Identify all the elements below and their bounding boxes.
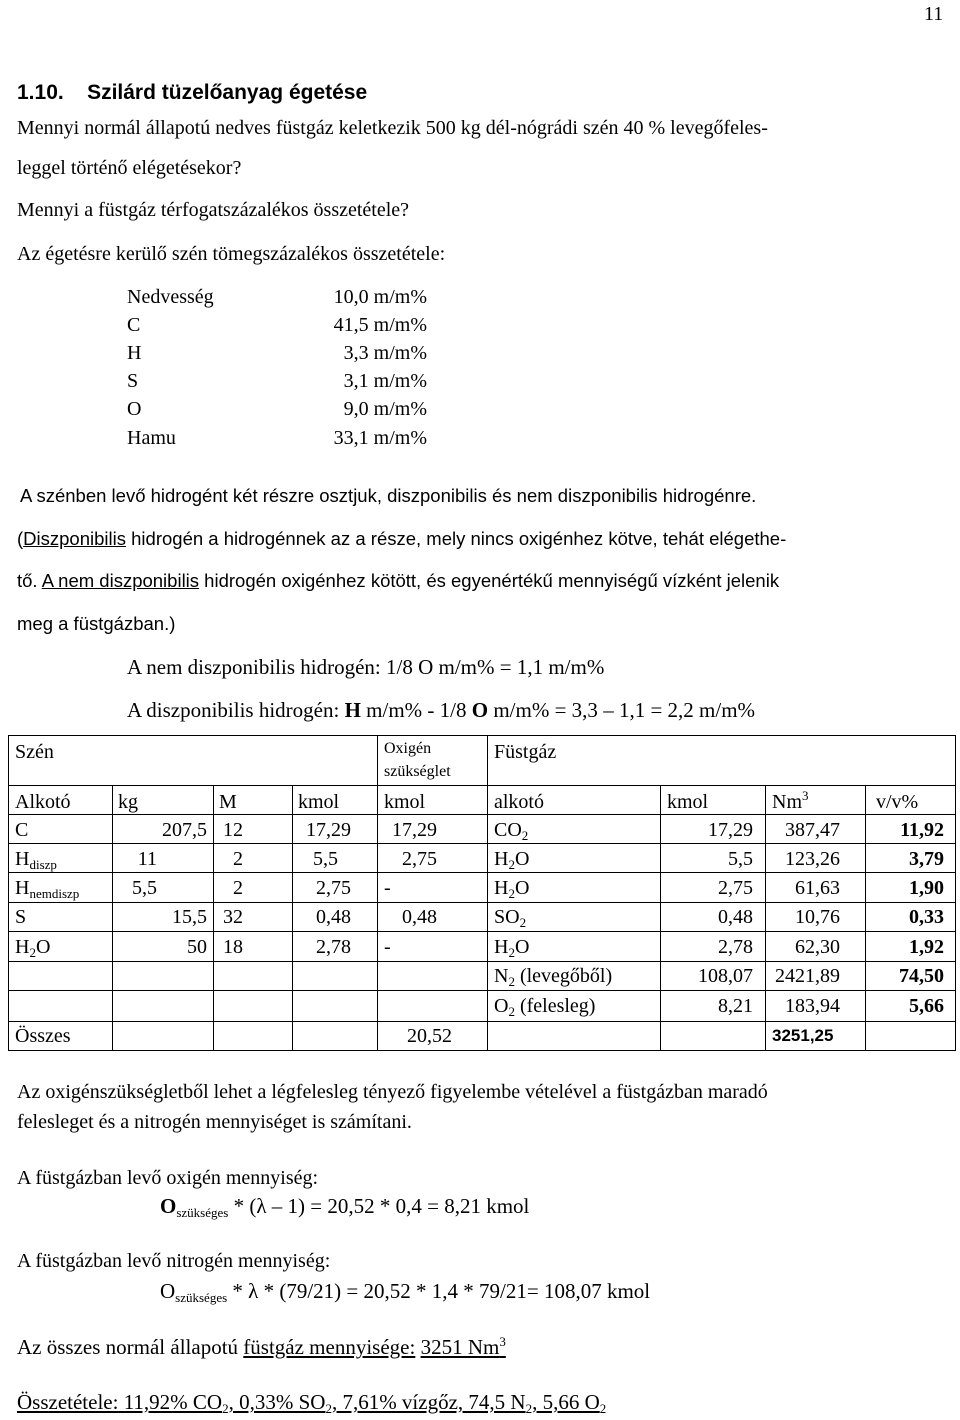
subscript: 2 [519, 915, 527, 930]
table-row-line [8, 902, 956, 903]
row-m: 2 [233, 877, 243, 899]
row-kg: 15,5 [172, 906, 207, 928]
row-kmol: 5,5 [313, 848, 338, 870]
total-value-sup: 3 [499, 1334, 506, 1349]
row-alkoto [15, 905, 26, 929]
subscript: 2 [508, 857, 515, 872]
row-m: 18 [223, 936, 243, 958]
row-nm3: 62,30 [795, 936, 840, 958]
row-alkoto [15, 818, 28, 842]
row-vv: 11,92 [900, 819, 944, 841]
row-nm3: 183,94 [785, 995, 840, 1017]
composition-item-name: O [127, 398, 142, 420]
table-row-line [8, 990, 956, 991]
total-flue-gas [17, 1334, 506, 1360]
paren-open: ( [17, 528, 24, 549]
header-fust-kmol: kmol [667, 791, 709, 813]
comp-part: , 7,61% vízgőz, 74,5 N [331, 1390, 526, 1414]
composition-item-value: 10,0 m/m% [333, 286, 427, 308]
row-oxigen: 0,48 [402, 906, 437, 928]
total-value [421, 1335, 506, 1359]
row-kg: 50 [187, 936, 207, 958]
header-m: M [219, 791, 237, 813]
comp-sub: 2 [599, 1401, 607, 1416]
row-kmol: 2,75 [316, 877, 351, 899]
formula-part: N [494, 965, 509, 987]
question-line-3: Mennyi a füstgáz térfogatszázalékos összetétele? [17, 199, 410, 221]
header-fust-alkoto: alkotó [494, 791, 544, 813]
formula-part: H [15, 936, 30, 958]
row-fust-alkoto [494, 905, 526, 929]
row-fust-kmol: 0,48 [718, 906, 753, 928]
page-number: 11 [924, 3, 944, 25]
total-oxigen: 20,52 [407, 1025, 452, 1047]
nitrogen-title: A füstgázban levő nitrogén mennyiség: [17, 1250, 331, 1272]
subscript: 2 [508, 886, 515, 901]
composition-item-value: 3,3 m/m% [343, 342, 427, 364]
explanation-text: hidrogén a hidrogénnek az a része, mely nincs oxigénhez kötve, tehát elégethe- [126, 528, 787, 549]
row-kg: 5,5 [132, 877, 157, 899]
composition-item-name: S [127, 370, 139, 392]
question-line-1: Mennyi normál állapotú nedves füstgáz keletkezik 500 kg dél-nógrádi szén 40 % levegőfeles- [17, 117, 768, 139]
table-row-line [8, 872, 956, 873]
row-nm3: 123,26 [785, 848, 840, 870]
composition-item-value: 9,0 m/m% [343, 398, 427, 420]
nitrogen-equation [160, 1278, 650, 1304]
subscript: diszp [29, 857, 57, 872]
note-line-2: felesleget és a nitrogén mennyiséget is számítani. [17, 1111, 412, 1133]
header-vv: v/v% [876, 791, 919, 813]
composition-item-name: Hamu [127, 427, 176, 449]
header-oxigen-kmol: kmol [384, 791, 426, 813]
group-oxigen-2: szükséglet [384, 763, 451, 780]
equation-nem-diszponibilis: A nem diszponibilis hidrogén: 1/8 O m/m% = 1,1 m/m% [127, 655, 605, 679]
row-nm3: 61,63 [795, 877, 840, 899]
row-oxigen: - [384, 877, 391, 899]
row-kmol: 2,78 [316, 936, 351, 958]
table-row-line [8, 961, 956, 962]
header-nm: Nm [772, 791, 802, 813]
subscript: nemdiszp [29, 886, 80, 901]
equation-text: 1,1 = 2,2 m/m% [613, 698, 756, 722]
formula-part: O [35, 936, 51, 958]
row-vv: 1,90 [909, 877, 944, 899]
table-col-line [213, 785, 214, 1050]
formula-part: H [15, 877, 30, 899]
row-vv: 74,50 [899, 965, 944, 987]
formula-part: O [514, 848, 530, 870]
table-row-line [8, 814, 956, 815]
row-vv: 0,33 [909, 906, 944, 928]
formula-part: CO [494, 819, 522, 841]
subscript: 2 [521, 828, 529, 843]
header-nm3 [772, 790, 809, 814]
header-kmol: kmol [298, 791, 340, 813]
formula-part: O [514, 936, 530, 958]
formula-part: O [514, 877, 530, 899]
equation-o: O [471, 698, 489, 722]
header-kg: kg [118, 791, 138, 813]
total-label: Összes [15, 1025, 71, 1047]
total-text: Az összes normál állapotú [17, 1335, 244, 1359]
explanation-line-1: A szénben levő hidrogént két részre osztjuk, diszponibilis és nem diszponibilis hidrogénre. [20, 485, 757, 506]
nitrogen-equation-text: * λ * (79/21) = 20,52 * 1,4 * 79/21= 108,07 kmol [227, 1279, 651, 1303]
row-fust-alkoto [494, 847, 529, 871]
row-m: 32 [223, 906, 243, 928]
formula-part: H [15, 848, 30, 870]
row-fust-kmol: 2,78 [718, 936, 753, 958]
group-oxigen: Oxigén [384, 740, 432, 757]
formula-part: SO [494, 906, 520, 928]
comp-label: Összetétele: [17, 1390, 119, 1414]
row-vv: 1,92 [909, 936, 944, 958]
equation-dash: – [603, 698, 614, 722]
composition-item-name: H [127, 342, 142, 364]
equation-text: A diszponibilis hidrogén: [127, 698, 345, 722]
equation-text: m/m% - 1/8 [360, 698, 472, 722]
row-fust-kmol: 8,21 [718, 995, 753, 1017]
explanation-line-3 [17, 569, 779, 593]
subscript: 2 [508, 974, 515, 989]
row-fust-kmol: 17,29 [708, 819, 753, 841]
row-fust-kmol: 108,07 [698, 965, 753, 987]
table-row-line [8, 931, 956, 932]
section-title: Szilárd tüzelőanyag égetése [87, 81, 368, 104]
row-fust-alkoto [494, 935, 529, 959]
row-kmol: 17,29 [306, 819, 351, 841]
table-col-line [865, 785, 866, 1050]
explanation-text: tő. [17, 570, 42, 591]
formula-part: H [494, 848, 509, 870]
row-oxigen: - [384, 936, 391, 958]
o-symbol: O [160, 1279, 176, 1303]
comp-sub: 2 [222, 1401, 229, 1416]
explanation-line-2 [17, 527, 786, 551]
composition-item-value: 33,1 m/m% [333, 427, 427, 449]
header-alkoto: Alkotó [15, 791, 71, 813]
o-symbol: O [160, 1194, 177, 1218]
row-nm3: 10,76 [795, 906, 840, 928]
question-line-2: leggel történő elégetésekor? [17, 157, 242, 179]
total-label: füstgáz mennyisége: [243, 1335, 416, 1359]
total-nm3: 3251,25 [772, 1026, 834, 1045]
comp-part: 11,92% CO [118, 1390, 223, 1414]
table-col-line [765, 785, 766, 1050]
composition-item-name: Nedvesség [127, 286, 214, 308]
formula-part: (felesleg) [514, 995, 596, 1017]
equation-text: m/m% = 3,3 [488, 698, 604, 722]
comp-sub: 2 [325, 1401, 332, 1416]
total-value-number: 3251 Nm [420, 1335, 500, 1359]
row-fust-alkoto [494, 964, 612, 988]
row-kmol: 0,48 [316, 906, 351, 928]
row-kg: 11 [137, 848, 157, 870]
row-oxigen: 2,75 [402, 848, 437, 870]
composition-item-value: 3,1 m/m% [343, 370, 427, 392]
table-border [8, 735, 956, 736]
oxygen-equation [160, 1193, 529, 1219]
row-alkoto [15, 876, 79, 900]
composition-intro: Az égetésre kerülő szén tömegszázalékos összetétele: [17, 243, 446, 265]
formula-part: (levegőből) [514, 965, 613, 987]
row-fust-kmol: 2,75 [718, 877, 753, 899]
table-col-line [660, 785, 661, 1050]
row-fust-alkoto [494, 818, 528, 842]
formula-part: O [494, 995, 509, 1017]
table-border [955, 735, 956, 1050]
comp-part: , 0,33% SO [228, 1390, 326, 1414]
table-col-line [292, 785, 293, 1050]
composition-item-name: C [127, 314, 141, 336]
row-fust-kmol: 5,5 [728, 848, 753, 870]
row-alkoto [15, 935, 50, 959]
comp-sub: 2 [525, 1401, 533, 1416]
note-line-1: Az oxigénszükségletből lehet a légfelesleg tényező figyelembe vételével a füstgázban maradó [17, 1081, 768, 1103]
table-row-line [8, 1021, 956, 1022]
row-fust-alkoto [494, 994, 595, 1018]
row-m: 2 [233, 848, 243, 870]
row-kg: 207,5 [162, 819, 207, 841]
table-row-line [8, 785, 956, 786]
o-subscript: szükséges [175, 1290, 228, 1305]
row-vv: 3,79 [909, 848, 944, 870]
row-fust-alkoto [494, 876, 529, 900]
table-col-line [112, 785, 113, 1050]
row-nm3: 2421,89 [775, 965, 840, 987]
equation-diszponibilis [127, 697, 755, 723]
explanation-text: hidrogén oxigénhez kötött, és egyenértékű mennyiségű vízként jelenik [199, 570, 780, 591]
oxygen-title: A füstgázban levő oxigén mennyiség: [17, 1167, 319, 1189]
explanation-line-4: meg a füstgázban.) [17, 613, 176, 634]
composition-item-value: 41,5 m/m% [333, 314, 427, 336]
formula-part: C [15, 819, 29, 841]
header-nm-sup: 3 [802, 788, 809, 803]
table-border [8, 735, 9, 1050]
section-heading [17, 80, 367, 106]
o-subscript: szükséges [176, 1205, 229, 1220]
term-diszponibilis: Diszponibilis [23, 528, 126, 549]
row-nm3: 387,47 [785, 819, 840, 841]
table-col-line [487, 735, 488, 1050]
subscript: 2 [508, 1004, 515, 1019]
formula-part: H [494, 877, 509, 899]
subscript: 2 [508, 945, 515, 960]
group-fustgaz: Füstgáz [494, 741, 557, 763]
formula-part: H [494, 936, 509, 958]
group-szen: Szén [15, 741, 54, 763]
composition-result [17, 1389, 606, 1415]
equation-h: H [344, 698, 361, 722]
row-oxigen: 17,29 [392, 819, 437, 841]
formula-part: S [15, 906, 27, 928]
section-number: 1.10. [17, 81, 64, 104]
row-vv: 5,66 [909, 995, 944, 1017]
term-nem-diszponibilis: A nem diszponibilis [41, 570, 200, 591]
comp-part: , 5,66 O [532, 1390, 600, 1414]
row-m: 12 [223, 819, 243, 841]
table-col-line [377, 735, 378, 1050]
subscript: 2 [29, 945, 36, 960]
oxygen-equation-text: * (λ – 1) = 20,52 * 0,4 = 8,21 kmol [228, 1194, 530, 1218]
table-row-line [8, 843, 956, 844]
table-border [8, 1050, 956, 1051]
row-alkoto [15, 847, 57, 871]
